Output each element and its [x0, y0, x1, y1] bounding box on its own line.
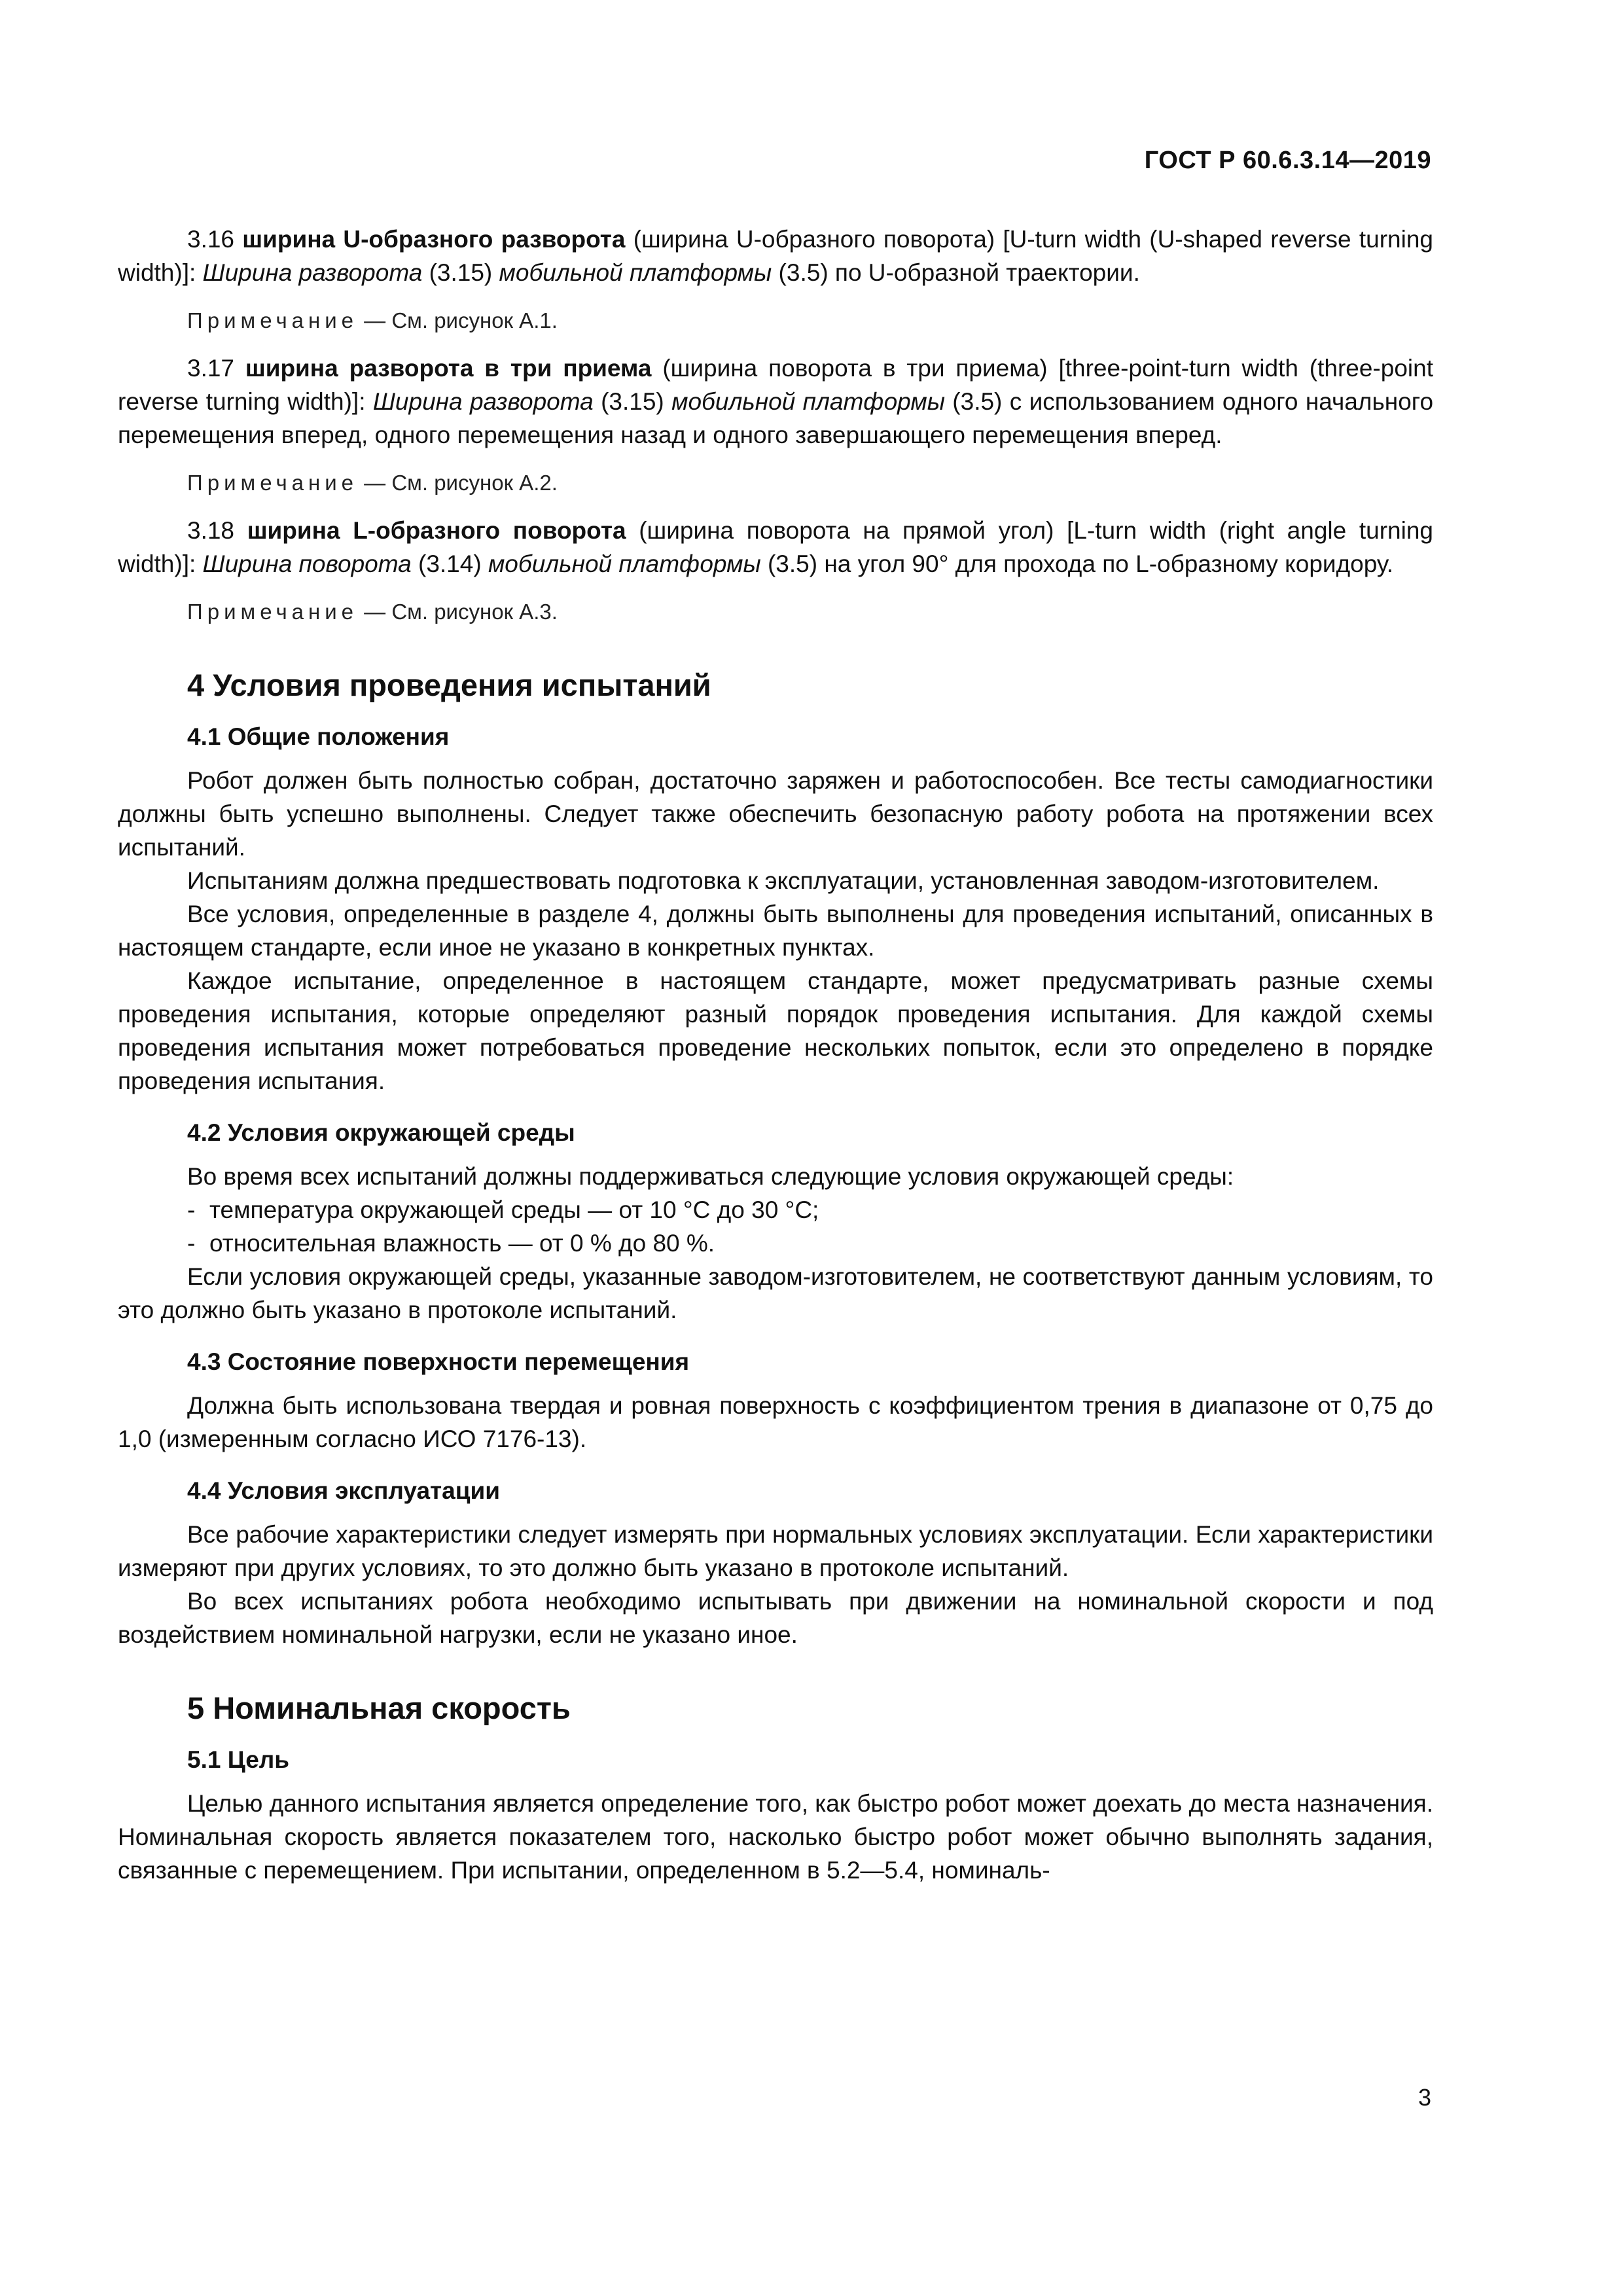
- paragraph: Робот должен быть полностью собран, достаточно заряжен и работоспособен. Все тесты самодиагностики должны быть успешно выполнены. Следует также обеспечить безопасную работу робота на протяжении всех испытаний.: [118, 767, 1433, 861]
- term: ширина разворота в три приема: [245, 355, 652, 382]
- definition-3-17: 3.17 ширина разворота в три приема (ширина поворота в три приема) [three-point-turn width (three-point reverse turning width)]: Ширина разворота (3.15) мобильной платформы (3.5) с использованием одного начального перемещения вперед, одного перемещения назад и одного завершающего перемещения вперед.: [118, 355, 1434, 448]
- paragraph: Во время всех испытаний должны поддерживаться следующие условия окружающей среды:: [187, 1163, 1234, 1190]
- list-item: - относительная влажность — от 0 % до 80 %.: [187, 1230, 715, 1257]
- section-4-heading: 4 Условия проведения испытаний: [187, 668, 711, 702]
- note-3-18: Примечание — См. рисунок А.3.: [187, 600, 558, 624]
- paragraph: Все условия, определенные в разделе 4, должны быть выполнены для проведения испытаний, описанных в настоящем стандарте, если иное не указано в конкретных пунктах.: [118, 901, 1433, 961]
- page-number: 3: [1418, 2084, 1431, 2111]
- paragraph: Должна быть использована твердая и ровная поверхность с коэффициентом трения в диапазоне от 0,75 до 1,0 (измеренным согласно ИСО 7176-13).: [118, 1392, 1433, 1452]
- section-4-3-heading: 4.3 Состояние поверхности перемещения: [187, 1348, 690, 1375]
- paragraph: Испытаниям должна предшествовать подготовка к эксплуатации, установленная заводом-изготовителем.: [187, 867, 1380, 894]
- definition-3-18: 3.18 ширина L-образного поворота (ширина поворота на прямой угол) [L-turn width (right angle turning width)]: Ширина поворота (3.14) мобильной платформы (3.5) на угол 90° для прохода по L-образному коридору.: [118, 517, 1434, 577]
- document-code: ГОСТ Р 60.6.3.14—2019: [1144, 147, 1431, 174]
- paragraph: Каждое испытание, определенное в настоящем стандарте, может предусматривать разные схемы проведения испытания, которые определяют разный порядок проведения испытания. Для каждой схемы проведения испытания может потребоваться проведение нескольких попыток, если это определено в порядке проведения испытания.: [118, 967, 1433, 1094]
- section-5-heading: 5 Номинальная скорость: [187, 1691, 571, 1725]
- note-3-16: Примечание — См. рисунок А.1.: [187, 308, 558, 332]
- section-4-1-heading: 4.1 Общие положения: [187, 723, 450, 750]
- note-3-17: Примечание — См. рисунок А.2.: [187, 471, 558, 495]
- paragraph: Все рабочие характеристики следует измерять при нормальных условиях эксплуатации. Если характеристики измеряют при других условиях, то это должно быть указано в протоколе испытаний.: [118, 1521, 1433, 1581]
- paragraph: Во всех испытаниях робота необходимо испытывать при движении на номинальной скорости и под воздействием номинальной нагрузки, если не указано иное.: [118, 1588, 1433, 1648]
- term: ширина L-образного поворота: [247, 517, 626, 544]
- paragraph: Если условия окружающей среды, указанные заводом-изготовителем, не соответствуют данным условиям, то это должно быть указано в протоколе испытаний.: [118, 1263, 1433, 1323]
- definition-3-16: 3.16 ширина U-образного разворота (ширина U-образного поворота) [U-turn width (U-shaped reverse turning width)]: Ширина разворота (3.15) мобильной платформы (3.5) по U-образной траектории.: [118, 226, 1433, 286]
- paragraph: Целью данного испытания является определение того, как быстро робот может доехать до места назначения. Номинальная скорость является показателем того, насколько быстро робот может обычно выполнять задания, связанные с перемещением. При испытании, определенном в 5.2—5.4, номиналь-: [118, 1790, 1433, 1884]
- term: ширина U-образного разворота: [242, 226, 626, 253]
- list-item: - температура окружающей среды — от 10 °С до 30 °С;: [187, 1196, 819, 1223]
- section-4-4-heading: 4.4 Условия эксплуатации: [187, 1477, 500, 1504]
- page-content: [118, 223, 1433, 1887]
- section-4-2-heading: 4.2 Условия окружающей среды: [187, 1119, 575, 1146]
- section-5-1-heading: 5.1 Цель: [187, 1746, 290, 1773]
